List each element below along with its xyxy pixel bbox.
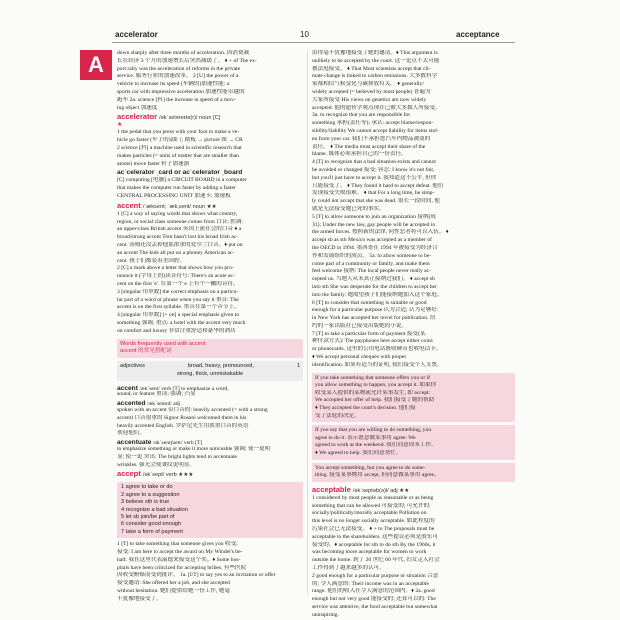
usage-note-line: If you say that you are willing to do something, you xyxy=(315,427,432,434)
text-line: something 承担(责任等); 承认: accept blame/respon- xyxy=(312,120,434,127)
text-line: something 强调; 重点: a hotel with the accent very much xyxy=(117,319,246,326)
text-line: lar part of a word or phrase when you say it 重音: The xyxy=(117,296,239,303)
text-line: wrinkles. 强光会使皱纹更明显。 xyxy=(117,461,195,468)
text-line: widely accepted (= believed by most people) 普遍为 xyxy=(312,88,431,95)
entry-headword-line: accentuate /əkˈsentʃueɪt/ verb [T] xyxy=(117,439,203,447)
text-line: CENTRAL PROCESSING UNIT 加速卡; 加速板 xyxy=(117,192,231,199)
text-line: 只能接受了。 ♦ They found it hard to accept defeat. 他们 xyxy=(312,182,444,189)
text-line: 2 science [科] a machine used in scientific research that xyxy=(117,144,242,151)
entry-headword: acceptable /əkˈseptəb(ə)l/ adj ★★ xyxy=(312,484,410,494)
text-line: 被法庭接受。 ♦ That Most scientists accept that cli- xyxy=(312,65,431,72)
collocation-words: broad, heavy, pronounced, xyxy=(187,363,254,370)
text-line: enough but not very good 能接受的; 还算可以的: The xyxy=(312,596,436,603)
text-line: 欢迎他们。 xyxy=(117,430,145,437)
collocation-words-2: strong, thick, unmistakable xyxy=(176,370,244,377)
running-head-right: acceptance xyxy=(456,30,500,39)
text-line: was becoming more acceptable for women to work xyxy=(312,549,427,556)
text-line: 接受的。♦ acceptable for sth to do sth By the 1960s, it xyxy=(312,541,436,548)
text-line: 1 the pedal that you press with your foot to make a ve- xyxy=(117,129,240,136)
letter-tab: A xyxy=(80,50,112,80)
text-line: but you'll just have to accept it. 我知道这不公平, 但你 xyxy=(312,174,437,181)
entry-body xyxy=(117,391,303,399)
right-column xyxy=(312,50,515,620)
text-line: cent. 汤姆还没丢掉他那浓重的爱尔兰口音。♦ put on xyxy=(117,241,243,248)
text-line: that makes the computer run faster by adding a faster xyxy=(117,185,236,192)
text-line: 6 [T] to consider that something is suitable or good xyxy=(312,299,427,306)
entry-headword: accent /ˈæksent; ˈæk,sent/ noun ★★ xyxy=(117,200,217,210)
text-line: 1 [C] a way of saying words that shows what country, xyxy=(117,210,238,217)
text-line: ♦ We accept personal cheques with proper xyxy=(312,354,407,361)
entry-headword-line: accented /ækˈsentɪd/ adj xyxy=(117,400,181,408)
text-line: 1 considered by most people as reasonable or as being xyxy=(312,494,434,501)
page-number: 10 xyxy=(300,30,309,39)
text-line: [C] computing [电脑] a CIRCUIT BOARD in a computer xyxy=(117,177,247,184)
text-line: ing object 加速度 xyxy=(117,104,158,111)
usage-note-line: agree to do it. 表示愿意做某事用 agree: We xyxy=(315,434,416,441)
text-line: heavily accented English. 罗萨尼先生用浓重口音的英语 xyxy=(117,422,249,429)
text-line: 7 [T] to take a particular form of payment 接受(某 xyxy=(312,330,426,337)
text-line: 5 [T] to allow someone to join an organization 接纳(成 xyxy=(312,213,437,220)
text-line: cent on the first 'e'. 在第一个 e 上有个一撇的音符。 xyxy=(117,280,239,287)
text-line: accept sb as sth Mexico was accepted as a member of xyxy=(312,237,432,244)
text-line: spoken with an accent 带口音的: heavily accented (= with a strong xyxy=(117,407,268,414)
entry-body xyxy=(117,211,303,336)
sense-menu-item: 3 believe sth is true xyxy=(121,499,170,506)
text-line: without hesitation. 她们提供给她一份工作, 她毫 xyxy=(117,587,230,594)
entry-body xyxy=(312,50,515,370)
sense-menu-item: 1 agree to take or do xyxy=(121,484,173,491)
text-line: sound, or feature 重读; 强调; 凸显 xyxy=(117,391,196,398)
sense-menu-item: 6 consider good enough xyxy=(121,521,182,528)
text-line: accent is on the first syllable. 重音在第一个音节上。 xyxy=(117,304,240,311)
text-line: 约的一家出版社已接受出版她的小说。 xyxy=(312,322,408,329)
usage-note-box xyxy=(312,463,515,482)
text-line: the OECD in 1994. 墨西哥在 1994 年被接受为经济合 xyxy=(312,244,438,251)
text-line: cent. 孩子们都装着美国腔。 xyxy=(117,257,186,264)
collocation-label: adjectives xyxy=(120,363,145,370)
sense-menu-item: 4 recognize a bad situation xyxy=(121,506,188,513)
text-line: 2 good enough for a particular purpose or situation 合意 xyxy=(312,572,439,579)
entry-body xyxy=(117,541,303,603)
text-line: on comfort and luxury 非常注重舒适和豪华的酒店 xyxy=(117,327,236,334)
sense-menu-item: 5 let sb join/be part of xyxy=(121,514,175,521)
text-line: 1 [T] to take something that someone gives you 收受; xyxy=(117,541,238,548)
entry-body xyxy=(117,129,303,168)
left-column xyxy=(117,50,303,604)
text-line: 接受: I am here to accept the award on My Windel's be- xyxy=(117,548,243,555)
text-line: something that can be allowed 可接受的; 可允许的: xyxy=(312,502,431,509)
text-line: outside the home. 到了 20 世纪 60 年代, 妇女走入社会 xyxy=(312,557,440,564)
usage-note-line: 受了法庭的决定。 xyxy=(315,412,360,419)
text-line: half. 我在这里代表温德来接受这个奖。♦ Some hos- xyxy=(117,556,241,563)
text-line: feel welcome 接纳: The local people never really ac- xyxy=(312,268,431,275)
text-line: in New York has accepted her novel for publication. 纽 xyxy=(312,315,436,322)
sense-menu-item: 7 take a form of payment xyxy=(121,528,183,535)
text-line: 4 [singular 用单数] [+ on] a special emphasis given to xyxy=(117,312,239,319)
text-line: 4 [T] to recognize that a bad situation exists and cannot xyxy=(312,159,436,166)
text-line: 显; 使一更 突出: The bright lights tend to accentuate xyxy=(117,453,237,460)
entry-headword: acˈcelerator ˌcard or acˈcelerator ˌboard xyxy=(117,169,243,177)
usage-note-line: 收受某人提供的某物或允许某事发生, 即 accept: xyxy=(315,389,431,396)
text-line: vehicle to increase its speed (车辆的)加速性能: a xyxy=(117,81,230,88)
text-line: range. 他们的收入在令人满意的范围内。♦ 2a. good xyxy=(312,588,435,595)
usage-note-line: thing. 接受某事物用 accept, 但同意做某事用 agree。 xyxy=(315,472,440,479)
text-line: sports car with impressive acceleration 加速性能卓越的 xyxy=(117,88,245,95)
text-line: uninspiring. xyxy=(312,611,339,618)
collocation-box-heading: Words frequently used with accent xyxy=(120,340,206,347)
intro-block xyxy=(117,50,303,112)
collocation-box xyxy=(117,339,303,359)
text-line: accent) 口音很重的 Signor Rosani welcomed them in his xyxy=(117,414,247,421)
text-line: broad/strong accent Tom hasn't lost his broad Irish ac- xyxy=(117,234,239,241)
text-line: come part of a community or family, and make them xyxy=(312,260,430,267)
text-line: en from your car. 我们不承担您汽车内物品被盗的 xyxy=(312,135,431,142)
text-line: port rally was the acceleration of reforms in the private xyxy=(117,65,241,72)
text-line: socially/politically/morally acceptable Pollution on xyxy=(312,510,427,517)
usage-note-line: agreed to work at the weekend. 我们同意周末工作。 xyxy=(315,442,437,449)
text-line: 污染社会已无法接受。 ♦ + to The proposals must be xyxy=(312,525,435,532)
text-line: into the family. 她渴望孩子们能接纳她加入这个家庭。 xyxy=(312,291,443,298)
text-line: 工作得到了越来越多的认可。 xyxy=(312,564,385,571)
text-line: 2 [C] a mark above a letter that shows how you pro- xyxy=(117,265,234,272)
usage-note-line: We accepted her offer of help. 我们接受了她的帮助 xyxy=(315,397,435,404)
usage-note-box xyxy=(312,425,515,459)
text-line: atoms) move faster 粒子加速器 xyxy=(117,160,190,167)
collocation-sense: 1 xyxy=(296,363,300,370)
column-divider xyxy=(307,50,308,595)
text-line: down sharply after three months of acceleration. 因消费减 xyxy=(117,50,250,56)
text-line: 责任。 ♦ The media must accept their share of the xyxy=(312,143,426,150)
text-line: region, or social class someone comes from 口音; 腔调: xyxy=(117,218,243,225)
text-line: 大家所接受 His views on genetics are now widely xyxy=(312,96,427,103)
sense-menu-item: 2 agree to a suggestion xyxy=(121,491,180,498)
text-line: service was attentive, the food acceptable but somewhat xyxy=(312,603,438,610)
text-line: to emphasize something or make it more noticeable 强调; 使一更明 xyxy=(117,446,271,453)
text-line: 3a. to recognize that you are responsible for xyxy=(312,112,411,119)
usage-notes xyxy=(312,373,515,482)
text-line: 3 [singular 用单数] the correct emphasis on a particu- xyxy=(117,288,239,295)
running-head-left: accelerator xyxy=(115,30,158,39)
text-line: identification. 如果有适当的证明, 我们接受个人支票。 xyxy=(312,361,443,368)
text-line: the armed forces. 按照新的法律, 同性恋者将可以入伍。 ♦ xyxy=(312,229,449,236)
text-line: accepted. 他的遗传学观点现在已被大多数人所接受。 xyxy=(312,104,441,111)
entry-headword: accelerator /əkˈseləreɪtə(r)/ noun [C] xyxy=(117,112,221,122)
text-line: service. 服务行业的加速改革。 2 [U] the power of a xyxy=(117,73,239,80)
text-line: blame. 媒体必须承担自己的一份责任。 xyxy=(312,151,407,158)
frequency-star: ★ xyxy=(117,122,123,129)
entry-body xyxy=(117,177,303,200)
entry-headword-line: accent /ækˈsent/ verb [T] to emphasize a word, xyxy=(117,384,229,392)
sense-menu-box xyxy=(117,482,303,538)
collocation-box-heading-zh: accent 的常见搭配词 xyxy=(120,348,172,355)
text-line: pitals have been criticized for accepting bribes. 有些医院 xyxy=(117,564,247,571)
text-line: enough for a particular purpose 认为合适; 认为足够好: xyxy=(312,307,439,314)
text-line: an accent The kids all put on a phoney American ac- xyxy=(117,249,235,256)
text-line: hicle go faster (车子的)油门; 踏板 → picture 图 → CR xyxy=(117,137,243,144)
text-line: nounce it (字母上的)读音符号: There's an acute ac- xyxy=(117,273,235,280)
text-line: 种付款方式): The payphones here accept either coins xyxy=(312,338,433,345)
text-line: an upper-class British accent 英国上流社会的口音 ♦ a xyxy=(117,226,242,233)
text-line: 就是无法接受她已死的事实。 xyxy=(312,205,385,212)
entry-body xyxy=(117,407,303,438)
text-line: 因收受贿赂而受到批评。 1a. [I/T] to say yes to an invitation or offer xyxy=(117,572,276,579)
text-line: 发现接受失败很难。 ♦ that For a long time, he simp- xyxy=(312,190,435,197)
text-line: this level is no longer socially acceptable. 如此程度的 xyxy=(312,518,435,525)
text-line: sibility/liability We cannot accept liability for items stol- xyxy=(312,127,439,134)
usage-note-line: ♦ They accepted the court's decision. 他们接 xyxy=(315,405,416,412)
usage-note-line: ♦ We agreed to help. 我们同意帮忙。 xyxy=(315,450,402,457)
text-line: makes particles (= units of matter that are smaller than xyxy=(117,152,239,159)
entry-body xyxy=(117,446,303,469)
text-line: ly could not accept that she was dead. 很长一段时间, 他 xyxy=(312,198,440,205)
text-line: cepted us. 当地人从未真正接纳过我们。 ♦ accept sb xyxy=(312,276,435,283)
header-rule xyxy=(112,42,515,43)
usage-note-line: you allow something to happen, you accept it. 如果你 xyxy=(315,382,437,389)
text-line: 的; 令人满意的: Their income was in an acceptable xyxy=(312,580,429,587)
text-line: 作和发展组织的成员。 5a. to allow someone to be- xyxy=(312,252,432,259)
text-line: into sth She was desperate for the children to accept her xyxy=(312,283,437,290)
usage-note-line: If you take something that someone offers you or if xyxy=(315,374,431,381)
text-line: 员); Under the new law, gay people will be accepted in xyxy=(312,221,436,228)
text-line: 不犹豫地接受了。 xyxy=(117,595,162,602)
text-line: acceptable to the shareholders. 这些提议必须是股东可 xyxy=(312,533,438,540)
text-line: or phonecards. 这里的公用电话既收硬币也收电话卡。 xyxy=(312,346,442,353)
text-line: 由得毫不犹豫地接受了她的邀请。♦ This argument is xyxy=(312,50,438,56)
text-line: unlikely to be accepted by the court. 这一论点不太可能 xyxy=(312,57,440,64)
usage-note-line: You accept something, but you agree to do some- xyxy=(315,464,426,471)
text-line: be avoided or changed 接受; 容忍: I know it's not fair, xyxy=(312,166,435,173)
entry-headword: accept /əkˈsept/ verb ★★★ xyxy=(117,469,194,479)
entry-body xyxy=(312,495,515,620)
text-line: 跑车 2a. science [科] the increase in speed of a mov- xyxy=(117,96,236,103)
collocation-row xyxy=(117,361,303,381)
text-line: 长在经济 3 个月的加速增长后突然减缓了。 ♦ + of The ex- xyxy=(117,57,257,64)
text-line: 接受邀请: She offered her a job, and she accepted xyxy=(117,580,230,587)
text-line: 家都相信气候变化与碳排放有关。 ♦ generally/ xyxy=(312,81,424,88)
text-line: mate change is linked to carbon emissions. 大多数科学 xyxy=(312,73,438,80)
usage-note-box xyxy=(312,373,515,423)
